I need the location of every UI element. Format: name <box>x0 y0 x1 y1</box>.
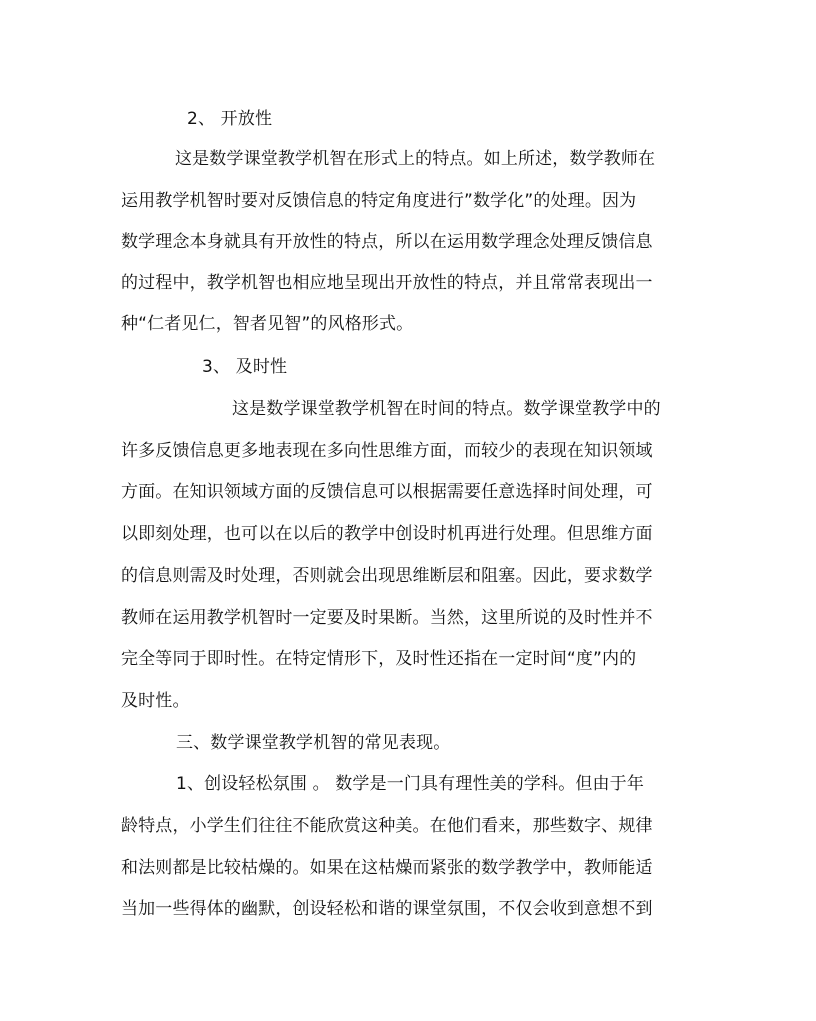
paragraph-line: 和法则都是比较枯燥的。如果在这枯燥而紧张的数学教学中，教师能适 <box>121 858 653 878</box>
paragraph-line: 种“仁者见仁，智者见智”的风格形式。 <box>121 314 414 334</box>
section-heading-timeliness: 3、 及时性 <box>202 357 288 377</box>
section-heading-common-manifestations: 三、数学课堂教学机智的常见表现。 <box>176 733 451 753</box>
paragraph-line: 数学理念本身就具有开放性的特点，所以在运用数学理念处理反馈信息 <box>121 232 653 252</box>
paragraph-line: 以即刻处理，也可以在以后的教学中创设时机再进行处理。但思维方面 <box>121 524 653 544</box>
paragraph-line: 及时性。 <box>121 691 190 711</box>
paragraph-line: 的信息则需及时处理，否则就会出现思维断层和阻塞。因此，要求数学 <box>121 566 653 586</box>
paragraph-line: 这是数学课堂教学机智在形式上的特点。如上所述，数学教师在 <box>175 149 656 169</box>
paragraph-line: 1、创设轻松氛围 。 数学是一门具有理性美的学科。但由于年 <box>176 774 644 794</box>
section-heading-openness: 2、 开放性 <box>187 109 273 129</box>
paragraph-line: 这是数学课堂教学机智在时间的特点。数学课堂教学中的 <box>232 399 661 419</box>
paragraph-line: 方面。在知识领域方面的反馈信息可以根据需要任意选择时间处理，可 <box>121 482 653 502</box>
paragraph-line: 当加一些得体的幽默，创设轻松和谐的课堂氛围，不仅会收到意想不到 <box>121 899 653 919</box>
paragraph-line: 龄特点，小学生们往往不能欣赏这种美。在他们看来，那些数字、规律 <box>121 816 653 836</box>
paragraph-line: 的过程中，教学机智也相应地呈现出开放性的特点，并且常常表现出一 <box>121 273 653 293</box>
paragraph-line: 完全等同于即时性。在特定情形下，及时性还指在一定时间“度”内的 <box>121 649 637 669</box>
paragraph-line: 教师在运用教学机智时一定要及时果断。当然，这里所说的及时性并不 <box>121 608 653 628</box>
paragraph-line: 运用教学机智时要对反馈信息的特定角度进行”数学化”的处理。因为 <box>121 191 637 211</box>
paragraph-line: 许多反馈信息更多地表现在多向性思维方面，而较少的表现在知识领域 <box>121 441 653 461</box>
